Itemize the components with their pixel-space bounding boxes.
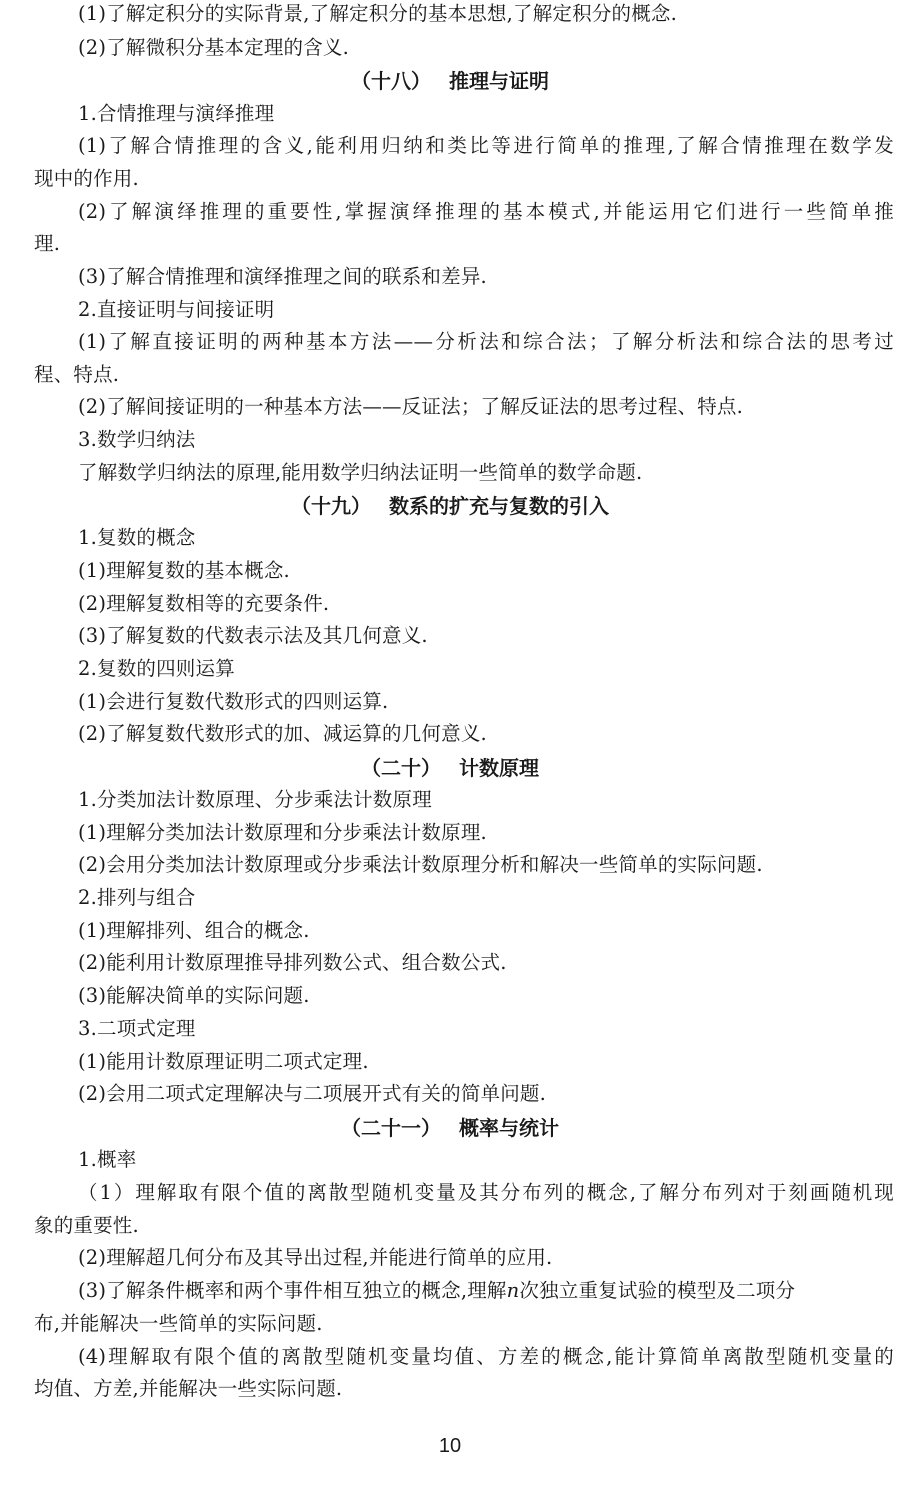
subheading: 2.直接证明与间接证明 (78, 298, 275, 321)
subheading: 2.复数的四则运算 (78, 657, 235, 680)
subheading: 2.排列与组合 (78, 886, 196, 909)
list-item (78, 1275, 894, 1307)
list-item: (3)能解决简单的实际问题. (78, 984, 310, 1007)
list-item: (2)了解间接证明的一种基本方法——反证法；了解反证法的思考过程、特点. (78, 395, 744, 418)
section-heading-19 (0, 489, 900, 523)
list-item: (1)理解排列、组合的概念. (78, 919, 310, 942)
list-item-continued: 理. (34, 232, 61, 255)
subheading: 3.数学归纳法 (78, 428, 196, 451)
section-title: 数系的扩充与复数的引入 (389, 494, 609, 518)
list-item: (1)能用计数原理证明二项式定理. (78, 1050, 369, 1073)
page-number: 10 (438, 1435, 462, 1457)
list-item-text: (3)了解条件概率和两个事件相互独立的概念,理解 (78, 1279, 507, 1302)
list-item: (3)了解复数的代数表示法及其几何意义. (78, 624, 428, 647)
list-item: （1）理解取有限个值的离散型随机变量及其分布列的概念,了解分布列对于刻画随机现 (78, 1181, 894, 1204)
section-title: 推理与证明 (449, 69, 549, 93)
list-item: (2)理解超几何分布及其导出过程,并能进行简单的应用. (78, 1246, 553, 1269)
list-item-continued: 现中的作用. (34, 167, 139, 190)
subheading: 1.合情推理与演绎推理 (78, 102, 275, 125)
list-item: (1)了解直接证明的两种基本方法——分析法和综合法；了解分析法和综合法的思考过 (78, 330, 894, 353)
subheading: 1.分类加法计数原理、分步乘法计数原理 (78, 788, 432, 811)
list-item: (1)会进行复数代数形式的四则运算. (78, 690, 389, 713)
section-number: （二十一） (341, 1116, 441, 1140)
list-item: (2)了解复数代数形式的加、减运算的几何意义. (78, 722, 487, 745)
section-number: （二十） (361, 756, 441, 780)
section-heading-20 (0, 751, 900, 785)
list-item: (3)了解合情推理和演绎推理之间的联系和差异. (78, 265, 487, 288)
list-item: (2)会用二项式定理解决与二项展开式有关的简单问题. (78, 1082, 547, 1105)
list-item-continued: 象的重要性. (34, 1214, 139, 1237)
list-item-continued: 程、特点. (34, 363, 120, 386)
list-item: (4)理解取有限个值的离散型随机变量均值、方差的概念,能计算简单离散型随机变量的 (78, 1345, 894, 1368)
list-item-continued: 均值、方差,并能解决一些实际问题. (34, 1377, 343, 1400)
paragraph: 了解数学归纳法的原理,能用数学归纳法证明一些简单的数学命题. (78, 461, 643, 484)
list-item: (2)能利用计数原理推导排列数公式、组合数公式. (78, 951, 507, 974)
subheading: 3.二项式定理 (78, 1017, 196, 1040)
variable-n: n (506, 1279, 520, 1302)
section-number: （十九） (291, 494, 371, 518)
intro-item-1: (1)了解定积分的实际背景,了解定积分的基本思想,了解定积分的概念. (78, 2, 678, 25)
list-item: (2)理解复数相等的充要条件. (78, 592, 330, 615)
subheading: 1.复数的概念 (78, 526, 196, 549)
section-title: 计数原理 (459, 756, 539, 780)
list-item-continued: 布,并能解决一些简单的实际问题. (34, 1312, 323, 1335)
list-item: (1)理解复数的基本概念. (78, 559, 290, 582)
list-item-text: 次独立重复试验的模型及二项分 (519, 1279, 796, 1302)
section-number: （十八） (351, 69, 431, 93)
list-item: (1)理解分类加法计数原理和分步乘法计数原理. (78, 821, 487, 844)
section-heading-21 (0, 1111, 900, 1145)
subheading: 1.概率 (78, 1148, 137, 1171)
list-item: (1)了解合情推理的含义,能利用归纳和类比等进行简单的推理,了解合情推理在数学发 (78, 134, 894, 157)
list-item: (2)会用分类加法计数原理或分步乘法计数原理分析和解决一些简单的实际问题. (78, 853, 763, 876)
section-title: 概率与统计 (459, 1116, 559, 1140)
list-item: (2)了解演绎推理的重要性,掌握演绎推理的基本模式,并能运用它们进行一些简单推 (78, 200, 894, 223)
section-heading-18 (0, 64, 900, 98)
intro-item-2: (2)了解微积分基本定理的含义. (78, 36, 350, 59)
